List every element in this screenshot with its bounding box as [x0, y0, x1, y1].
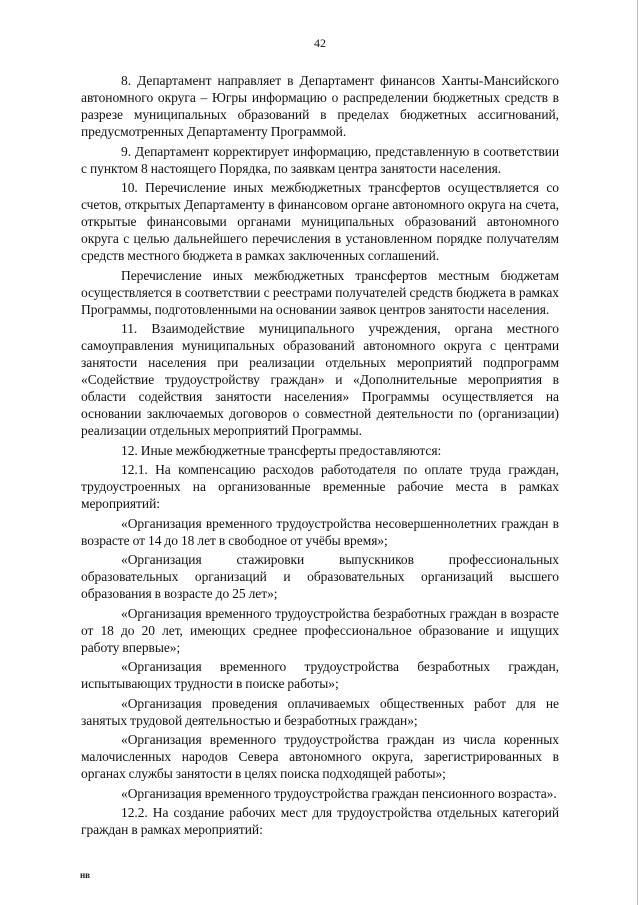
- paragraph-9: 9. Департамент корректирует информацию, представленную в соответствии с пунктом 8 настоящего Порядка, по заявкам центра занятости населения.: [81, 143, 559, 176]
- list-item-pensioners: «Организация временного трудоустройства граждан пенсионного возраста».: [121, 785, 557, 801]
- paragraph-12-1: 12.1. На компенсацию расходов работодателя по оплате труда граждан, трудоустроенных на организованные временные рабочие места в рамках мероприятий:: [81, 462, 559, 511]
- paragraph-12-2: 12.2. На создание рабочих мест для трудоустройства отдельных категорий граждан в рамках мероприятий:: [81, 805, 559, 837]
- paragraph-8: 8. Департамент направляет в Департамент финансов Ханты-Мансийского автономного округа – Югры информацию о распределении бюджетных средств в разрезе муниципальных образований в пределах бюджетных ассигнований, предусмотренных Департаменту Программой.: [81, 73, 559, 139]
- scan-edge-line: [637, 0, 638, 905]
- list-item-indigenous: «Организация временного трудоустройства граждан из числа коренных малочисленных народов Севера автономного округа, зарегистрированных в органах службы занятости в целях поиска подходящей работы»;: [81, 732, 559, 781]
- paragraph-12: 12. Иные межбюджетные трансферты предоставляются:: [121, 442, 442, 458]
- paragraph-10: 10. Перечисление иных межбюджетных трансфертов осуществляется со счетов, открытых Департаменту в финансовом органе автономного округа на счета, открытые финансовыми органами муниципальных образований автономного округа с целью дальнейшего перечисления в установленном порядке получателям средств местного бюджета в рамках заключенных соглашений.: [81, 180, 559, 263]
- footer-code: нв: [80, 870, 91, 880]
- page-number: 42: [314, 36, 326, 50]
- paragraph-10-continued: Перечисление иных межбюджетных трансфертов местным бюджетам осуществляется в соответствии с реестрами получателей средств бюджета в рамках Программы, подготовленными на основании заявок центров занятости населения.: [81, 267, 559, 317]
- list-item-difficulties: «Организация временного трудоустройства безработных граждан, испытывающих трудности в поиске работы»;: [81, 659, 559, 691]
- list-item-young-unemployed: «Организация временного трудоустройства безработных граждан в возрасте от 18 до 20 лет, имеющих среднее профессиональное образование и ищущих работу впервые»;: [81, 605, 559, 655]
- paragraph-11: 11. Взаимодействие муниципального учреждения, органа местного самоуправления муниципальных образований автономного округа с центрами занятости населения при реализации отдельных мероприятий подпрограмм «Содействие трудоустройству граждан» и «Дополнительные мероприятия в области содействия занятости населения» Программы осуществляется на основании заключаемых договоров о совместной деятельности по (организации) реализации отдельных мероприятий Программы.: [81, 321, 559, 438]
- list-item-public-works: «Организация проведения оплачиваемых общественных работ для не занятых трудовой деятельностью и безработных граждан»;: [81, 695, 559, 728]
- document-body: [81, 72, 559, 838]
- list-item-minors: «Организация временного трудоустройства несовершеннолетних граждан в возрасте от 14 до 18 лет в свободное от учёбы время»;: [81, 515, 559, 548]
- list-item-graduates: «Организация стажировки выпускников профессиональных образовательных организаций и образовательных организаций высшего образования в возрасте до 25 лет»;: [81, 552, 559, 601]
